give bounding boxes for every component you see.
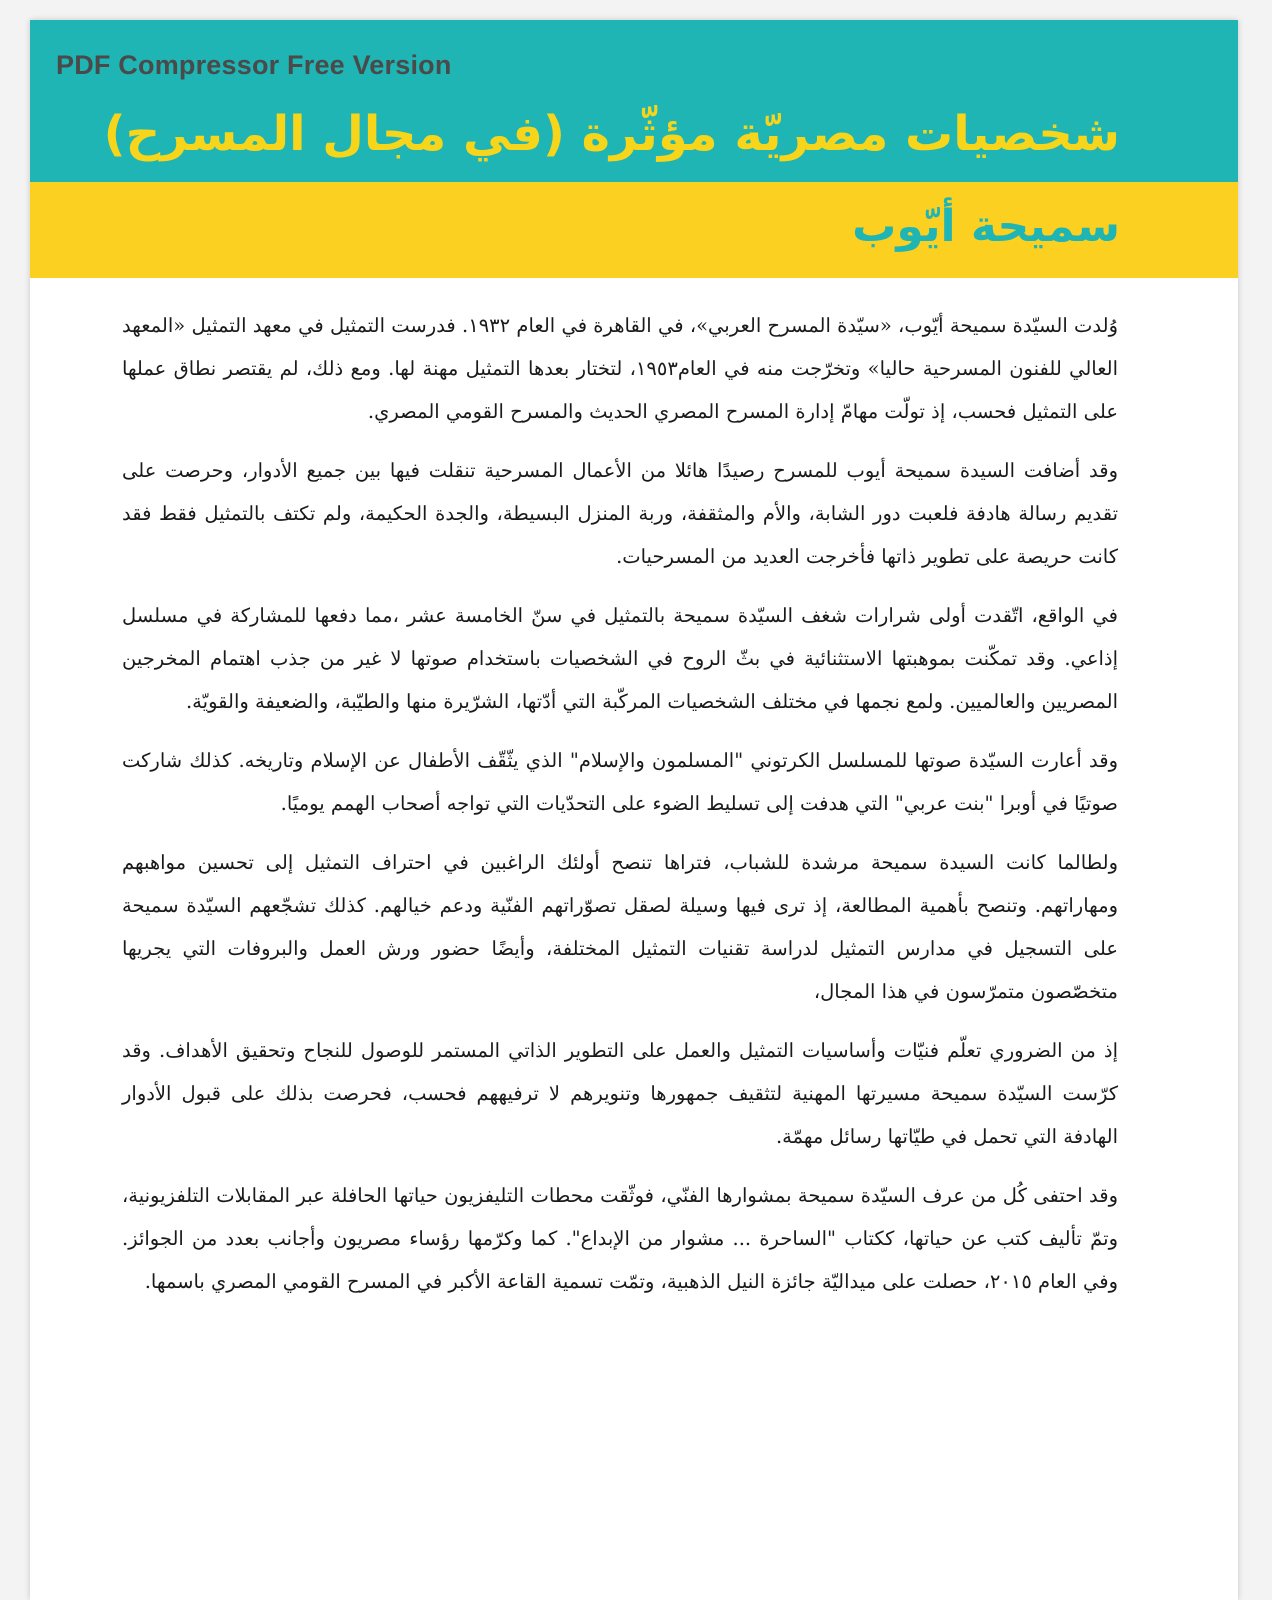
paragraph-7: وقد احتفى كُل من عرف السيّدة سميحة بمشوارها الفنّي، فوثّقت محطات التليفزيون حياتها الحافلة عبر المقابلات التلفزيونية، وتمّ تأليف كتب عن حياتها، ككتاب "الساحرة ... مشوار من الإبداع". كما وكرّمها رؤساء مصريون وأجانب بعدد من الجوائز. وفي العام ٢٠١٥، حصلت على ميداليّة جائزة النيل الذهبية، وتمّت تسمية القاعة الأكبر في المسرح القومي المصري باسمها. [122,1184,1118,1293]
page-title: شخصيات مصريّة مؤثّرة (في مجال المسرح) [103,106,1120,162]
header-band-teal [30,20,1238,182]
article-body [122,304,1118,1319]
paragraph-4: وقد أعارت السيّدة صوتها للمسلسل الكرتوني "المسلمون والإسلام" الذي يثّقّف الأطفال عن الإسلام وتاريخه. كذلك شاركت صوتيًا في أوبرا "بنت عربي" التي هدفت إلى تسليط الضوء على التحدّيات التي تواجه أصحاب الهمم يوميًا. [122,749,1118,815]
paragraph-5: ولطالما كانت السيدة سميحة مرشدة للشباب، فتراها تنصح أولئك الراغبين في احتراف التمثيل إلى تحسين مواهبهم ومهاراتهم. وتنصح بأهمية المطالعة، إذ ترى فيها وسيلة لصقل تصوّراتهم الفنّية ودعم خيالهم. كذلك تشجّعهم السيّدة سميحة على التسجيل في مدارس التمثيل لدراسة تقنيات التمثيل المختلفة، وأيضًا حضور ورش العمل والبروفات التي يجريها متخصّصون متمرّسون في هذا المجال، [122,851,1118,1003]
watermark-text: PDF Compressor Free Version [56,50,452,80]
paragraph-2: وقد أضافت السيدة سميحة أيوب للمسرح رصيدًا هائلا من الأعمال المسرحية تنقلت فيها بين جميع الأدوار، وحرصت على تقديم رسالة هادفة فلعبت دور الشابة، والأم والمثقفة، وربة المنزل البسيطة، والجدة الحكيمة، ولم تكتف بالتمثيل فقط فقد كانت حريصة على تطوير ذاتها فأخرجت العديد من المسرحيات. [122,459,1118,568]
paragraph-3: في الواقع، اتّقدت أولى شرارات شغف السيّدة سميحة بالتمثيل في سنّ الخامسة عشر ،مما دفعها للمشاركة في مسلسل إذاعي. وقد تمكّنت بموهبتها الاستثنائية في بثّ الروح في الشخصيات باستخدام صوتها لا غير من جذب اهتمام المخرجين المصريين والعالميين. ولمع نجمها في مختلف الشخصيات المركّبة التي أدّتها، الشرّيرة منها والطيّبة، والضعيفة والقويّة. [122,604,1118,713]
paragraph-6: إذ من الضروري تعلّم فنيّات وأساسيات التمثيل والعمل على التطوير الذاتي المستمر للوصول للنجاح وتحقيق الأهداف. وقد كرّست السيّدة سميحة مسيرتها المهنية لتثقيف جمهورها وتنويرهم لا ترفيههم فحسب، فحرصت بذلك على قبول الأدوار الهادفة التي تحمل في طيّاتها رسائل مهمّة. [122,1039,1118,1148]
paragraph-1: وُلدت السيّدة سميحة أيّوب، «سيّدة المسرح العربي»، في القاهرة في العام ١٩٣٢. فدرست التمثيل في معهد التمثيل «المعهد العالي للفنون المسرحية حاليا» وتخرّجت منه في العام١٩٥٣، لتختار بعدها التمثيل مهنة لها. ومع ذلك، لم يقتصر نطاق عملها على التمثيل فحسب، إذ تولّت مهامّ إدارة المسرح المصري الحديث والمسرح القومي المصري. [122,314,1118,423]
document-page [30,20,1238,1600]
header-band-yellow [30,182,1238,278]
person-name-heading: سميحة أيّوب [852,201,1120,252]
